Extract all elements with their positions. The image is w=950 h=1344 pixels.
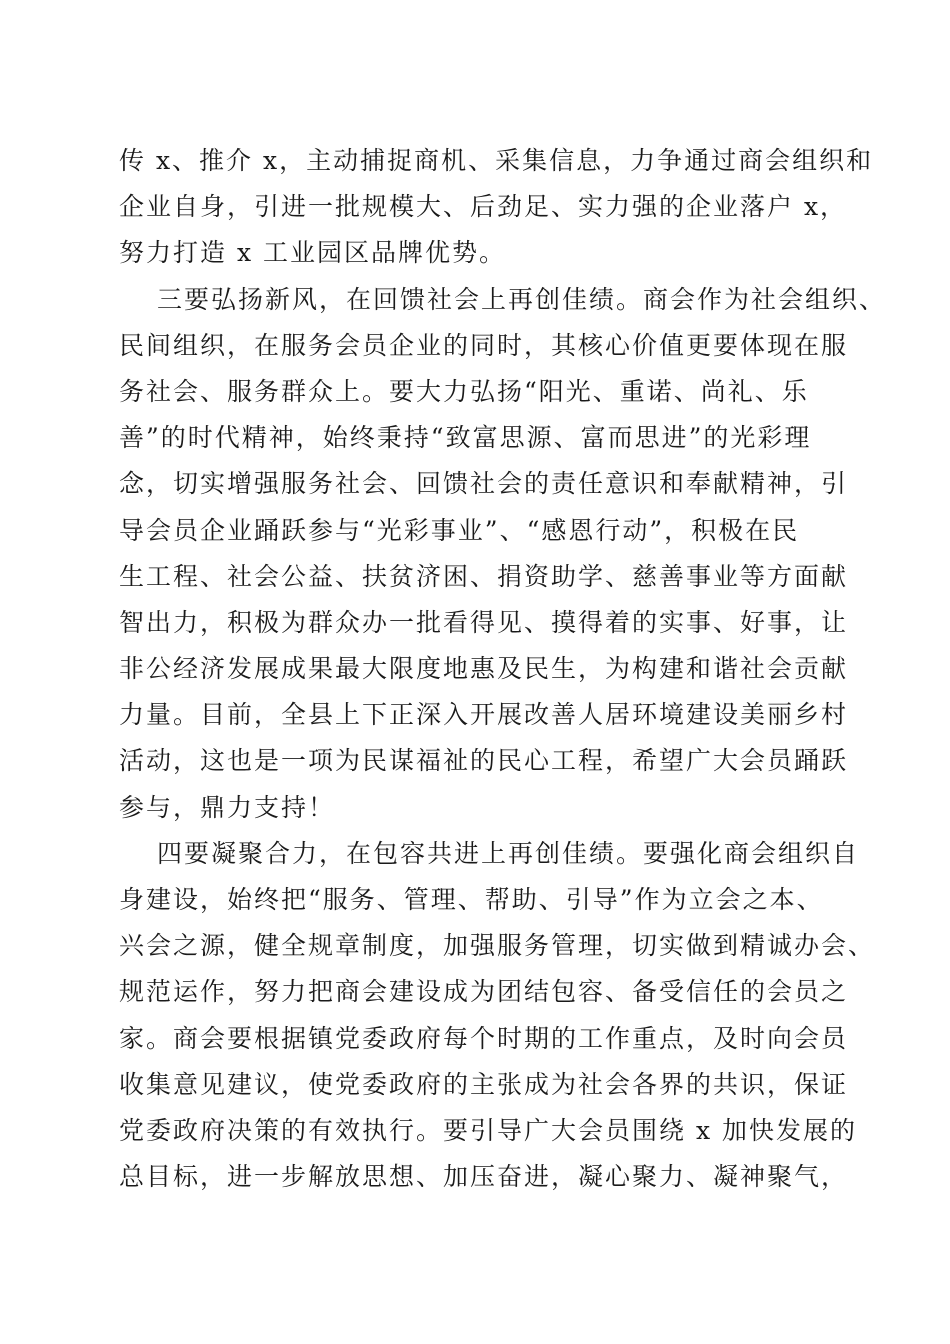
- text-line: 身建设，始终把“服务、管理、帮助、引导”作为立会之本、: [119, 885, 824, 914]
- text-line: 传 x、推介 x，主动捕捉商机、采集信息，力争通过商会组织和: [119, 146, 874, 175]
- text-line: 念，切实增强服务社会、回馈社会的责任意识和奉献精神，引: [119, 469, 849, 499]
- text-line: 力量。目前，全县上下正深入开展改善人居环境建设美丽乡村: [119, 700, 849, 730]
- text-line: 智出力，积极为群众办一批看得见、摸得着的实事、好事，让: [119, 607, 849, 637]
- text-line: 党委政府决策的有效执行。要引导广大会员围绕 x 加快发展的: [119, 1115, 857, 1145]
- text-line: 规范运作，努力把商会建设成为团结包容、备受信任的会员之: [119, 977, 849, 1007]
- text-line: 务社会、服务群众上。要大力弘扬“阳光、重诺、尚礼、乐: [119, 376, 809, 406]
- text-line: 生工程、社会公益、扶贫济困、捐资助学、慈善事业等方面献: [119, 561, 849, 591]
- text-line: 活动，这也是一项为民谋福祉的民心工程，希望广大会员踊跃: [119, 746, 849, 776]
- text-line: 民间组织，在服务会员企业的同时，其核心价值更要体现在服: [119, 330, 849, 360]
- paragraph-start-line: 四要凝聚合力，在包容共进上再创佳绩。要强化商会组织自: [157, 838, 860, 868]
- text-line: 参与，鼎力支持！: [119, 792, 336, 822]
- text-line: 家。商会要根据镇党委政府每个时期的工作重点，及时向会员: [119, 1023, 849, 1053]
- text-line: 兴会之源，健全规章制度，加强服务管理，切实做到精诚办会、: [119, 931, 876, 961]
- text-line: 导会员企业踊跃参与“光彩事业”、“感恩行动”，积极在民: [119, 515, 800, 545]
- text-line: 非公经济发展成果最大限度地惠及民生，为构建和谐社会贡献: [119, 654, 849, 684]
- text-line: 收集意见建议，使党委政府的主张成为社会各界的共识，保证: [119, 1069, 849, 1099]
- body-text: [119, 138, 887, 1200]
- text-line: 企业自身，引进一批规模大、后劲足、实力强的企业落户 x，: [119, 192, 848, 222]
- text-line: 努力打造 x 工业园区品牌优势。: [119, 238, 506, 268]
- paragraph-start-line: 三要弘扬新风，在回馈社会上再创佳绩。商会作为社会组织、: [157, 284, 887, 314]
- text-line: 总目标，进一步解放思想、加压奋进，凝心聚力、凝神聚气，: [119, 1162, 849, 1192]
- text-line: 善”的时代精神，始终秉持“致富思源、富而思进”的光彩理: [119, 423, 812, 453]
